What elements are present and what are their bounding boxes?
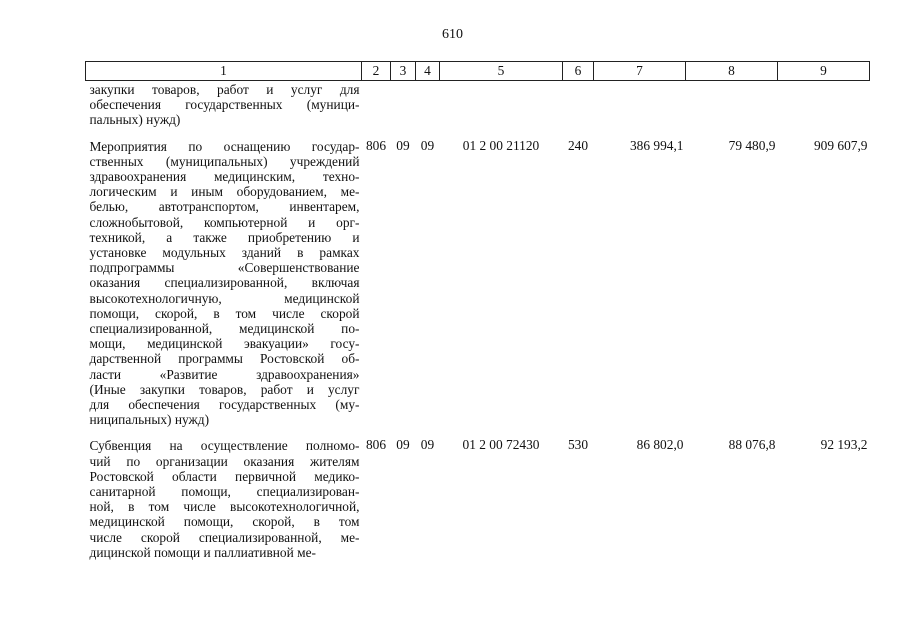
header-cell: 2: [362, 62, 391, 81]
description-line: ласти «Развитие здравоохранения»: [89, 366, 360, 382]
ministry-code-cell: 806: [365, 437, 387, 453]
header-cell: 5: [440, 62, 563, 81]
amount-year2-cell: 79 480,9: [728, 137, 776, 153]
section-cell: 09: [396, 137, 410, 153]
header-cell: 1: [86, 62, 362, 81]
description-line: пальных) нужд): [89, 112, 181, 128]
target-article-cell: 01 2 00 21120: [462, 137, 540, 153]
description-line: чий по организации оказания жителям: [89, 453, 360, 469]
description-line: логическим и иным оборудованием, ме-: [89, 184, 360, 200]
amount-year3-cell: 909 607,9: [813, 137, 868, 153]
description-line: Ростовской области первичной медико-: [89, 468, 360, 484]
section-cell: [391, 81, 416, 128]
header-cell: 9: [778, 62, 870, 81]
description-line: здравоохранения медицинским, техно-: [89, 169, 360, 185]
budget-table: [85, 61, 870, 560]
description-line: помощи, скорой, в том числе скорой: [89, 305, 360, 321]
ministry-code-cell: [362, 81, 391, 128]
spacer-cell: [86, 427, 870, 437]
description-line: подпрограммы «Совершенствование: [89, 260, 360, 276]
description-cell: [86, 437, 362, 560]
amount-year1-cell: [594, 81, 686, 128]
description-line: Мероприятия по оснащению государ-: [89, 138, 360, 154]
amount-year3-cell: [778, 81, 870, 128]
amount-year1-cell: 86 802,0: [636, 437, 684, 453]
row-spacer: [86, 427, 870, 437]
description-line: специализированной, медицинской по-: [89, 321, 360, 337]
ministry-code-cell: 806: [365, 137, 387, 153]
table-row: [86, 437, 870, 560]
amount-year3-cell: 92 193,2: [820, 437, 868, 453]
expense-type-cell: [563, 81, 594, 128]
header-cell: 3: [391, 62, 416, 81]
description-line: ной, в том числе высокотехнологичной,: [89, 499, 360, 515]
description-line: высокотехнологичную, медицинской: [89, 290, 360, 306]
section-cell: 09: [396, 437, 410, 453]
row-spacer: [86, 128, 870, 138]
header-cell: 6: [563, 62, 594, 81]
description-line: дицинской помощи и паллиативной ме-: [89, 544, 317, 560]
description-line: Субвенция на осуществление полномо-: [89, 438, 360, 454]
amount-year2-cell: [686, 81, 778, 128]
subsection-cell: 09: [420, 437, 435, 453]
amount-year1-cell: 386 994,1: [629, 137, 684, 153]
description-line: закупки товаров, работ и услуг для: [89, 82, 360, 97]
spacer-cell: [86, 128, 870, 138]
header-cell: 8: [686, 62, 778, 81]
table-row: [86, 81, 870, 128]
description-line: мощи, медицинской эвакуации» госу-: [89, 336, 360, 352]
description-line: обеспечения государственных (муници-: [89, 97, 360, 113]
description-line: для обеспечения государственных (му-: [89, 397, 360, 413]
description-line: техникой, а также приобретению и: [89, 229, 360, 245]
description-line: сложнобытовой, компьютерной и орг-: [89, 214, 360, 230]
description-cell: [86, 81, 362, 128]
header-row: [86, 62, 870, 81]
description-line: ственных (муниципальных) учреждений: [89, 153, 360, 169]
expense-type-cell: 530: [567, 437, 589, 453]
header-cell: 7: [594, 62, 686, 81]
subsection-cell: [416, 81, 440, 128]
description-line: установке модульных зданий в рамках: [89, 245, 360, 261]
amount-year2-cell: 88 076,8: [728, 437, 776, 453]
description-line: оказания специализированной, включая: [89, 275, 360, 291]
table-row: [86, 138, 870, 428]
header-cell: 4: [416, 62, 440, 81]
target-article-cell: 01 2 00 72430: [462, 437, 540, 453]
description-line: (Иные закупки товаров, работ и услуг: [89, 381, 360, 397]
subsection-cell: 09: [420, 137, 435, 153]
description-line: ниципальных) нужд): [89, 412, 210, 428]
description-line: белью, автотранспортом, инвентарем,: [89, 199, 360, 215]
page-number: 610: [442, 27, 463, 42]
description-line: дарственной программы Ростовской об-: [89, 351, 360, 367]
expense-type-cell: 240: [567, 137, 589, 153]
description-cell: [86, 138, 362, 428]
description-line: числе скорой специализированной, ме-: [89, 529, 360, 545]
description-line: медицинской помощи, скорой, в том: [89, 514, 360, 530]
description-line: санитарной помощи, специализирован-: [89, 484, 360, 500]
target-article-cell: [440, 81, 563, 128]
